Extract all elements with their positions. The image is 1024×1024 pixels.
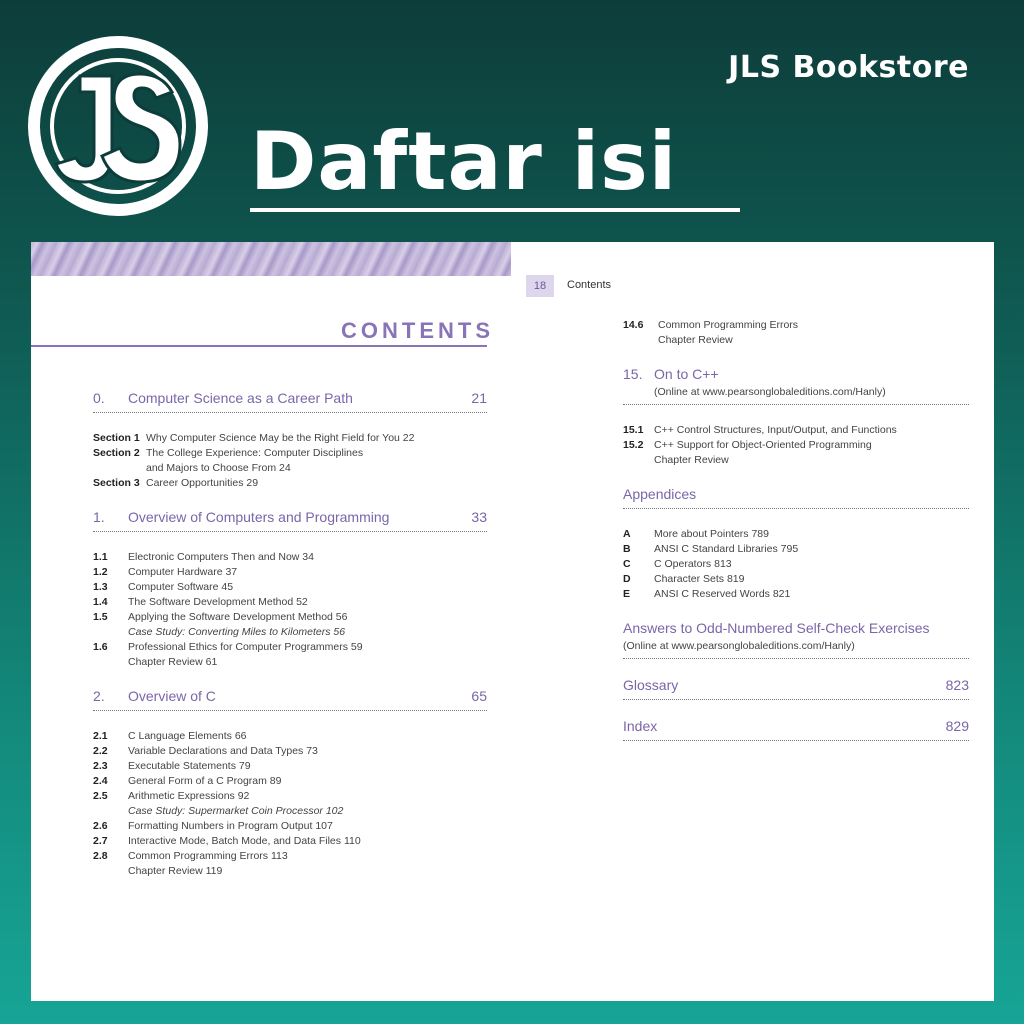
item-text: Character Sets 819 — [654, 573, 745, 585]
item-key — [93, 655, 128, 670]
chapter-heading — [93, 390, 487, 413]
item-text: Chapter Review — [654, 454, 729, 466]
item-text: Computer Hardware 37 — [128, 566, 238, 578]
list-item — [93, 461, 487, 476]
list-item — [623, 438, 969, 453]
item-key — [93, 804, 128, 819]
item-text: ANSI C Standard Libraries 795 — [654, 543, 799, 555]
glossary-page: 823 — [945, 677, 969, 693]
glossary-heading — [623, 677, 969, 700]
item-key: C — [623, 558, 631, 570]
list-item — [93, 744, 487, 759]
chapter-heading — [93, 509, 487, 532]
list-item — [93, 864, 487, 879]
item-text: Variable Declarations and Data Types 73 — [128, 745, 318, 757]
item-key: 2.3 — [93, 760, 108, 772]
item-key — [623, 453, 654, 468]
item-key: 1.3 — [93, 581, 108, 593]
page-number: 18 — [526, 275, 554, 297]
answers-title: Answers to Odd-Numbered Self-Check Exercises — [623, 620, 930, 636]
jls-logo — [22, 36, 214, 216]
item-key: 1.4 — [93, 596, 108, 608]
list-item — [93, 774, 487, 789]
item-key: Section 3 — [93, 477, 140, 489]
list-item — [93, 804, 487, 819]
chapter-page: 65 — [471, 688, 487, 704]
appendix-list — [623, 527, 969, 602]
item-text: General Form of a C Program 89 — [128, 775, 282, 787]
item-key — [93, 625, 128, 640]
online-note: (Online at www.pearsonglobaleditions.com/Hanly) — [623, 640, 969, 659]
item-text: Electronic Computers Then and Now 34 — [128, 551, 314, 563]
item-text: Professional Ethics for Computer Programmers 59 — [128, 641, 363, 653]
list-item — [623, 333, 969, 348]
answers-heading — [623, 620, 969, 636]
online-note: (Online at www.pearsonglobaleditions.com/Hanly) — [623, 386, 969, 405]
list-item — [93, 729, 487, 744]
marble-banner — [31, 242, 511, 276]
contents-heading: CONTENTS — [341, 318, 494, 343]
item-key: 2.4 — [93, 775, 108, 787]
item-key: 1.5 — [93, 611, 108, 623]
section-list — [93, 729, 487, 879]
list-item — [93, 476, 487, 491]
item-text: C Language Elements 66 — [128, 730, 247, 742]
list-item — [93, 834, 487, 849]
item-text: Common Programming Errors 113 — [128, 850, 288, 862]
item-text: The Software Development Method 52 — [128, 596, 308, 608]
list-item — [93, 819, 487, 834]
list-item — [93, 625, 487, 640]
item-text: More about Pointers 789 — [654, 528, 769, 540]
list-item — [623, 587, 969, 602]
item-key: 2.7 — [93, 835, 108, 847]
item-key: 15.2 — [623, 439, 644, 451]
index-heading — [623, 718, 969, 741]
item-text: Common Programming Errors — [658, 319, 799, 331]
chapter-title: Overview of Computers and Programming — [128, 509, 390, 525]
item-key: 2.1 — [93, 730, 108, 742]
chapter-page: 21 — [471, 390, 487, 406]
item-key: 2.8 — [93, 850, 108, 862]
item-text: Formatting Numbers in Program Output 107 — [128, 820, 333, 832]
list-item — [623, 572, 969, 587]
item-text: Career Opportunities 29 — [146, 477, 259, 489]
section-list — [623, 318, 969, 348]
list-item — [623, 527, 969, 542]
appendices-heading — [623, 486, 969, 509]
item-key — [93, 864, 128, 879]
list-item — [93, 446, 487, 461]
item-key: 2.2 — [93, 745, 108, 757]
list-item — [623, 557, 969, 572]
item-key: 1.6 — [93, 641, 108, 653]
chapter-number: 2. — [93, 688, 105, 704]
chapter-number: 15. — [623, 366, 643, 382]
chapter-number: 1. — [93, 509, 105, 525]
running-head: Contents — [567, 279, 612, 291]
chapter-title: On to C++ — [654, 366, 719, 382]
item-text: Computer Software 45 — [128, 581, 234, 593]
item-key: Section 1 — [93, 432, 140, 444]
item-key: 14.6 — [623, 319, 644, 331]
item-text: ANSI C Reserved Words 821 — [654, 588, 791, 600]
item-text: and Majors to Choose From 24 — [146, 462, 291, 474]
index-title: Index — [623, 718, 658, 734]
list-item — [93, 849, 487, 864]
list-item — [93, 759, 487, 774]
item-text: Chapter Review 61 — [128, 656, 218, 668]
item-key: B — [623, 543, 631, 555]
index-page: 829 — [945, 718, 969, 734]
item-text: The College Experience: Computer Disciplines — [146, 447, 364, 459]
item-key: E — [623, 588, 631, 600]
list-item — [93, 550, 487, 565]
left-column — [93, 390, 487, 879]
list-item — [93, 640, 487, 655]
list-item — [93, 655, 487, 670]
item-text: Chapter Review — [658, 334, 733, 346]
list-item — [623, 542, 969, 557]
list-item — [93, 580, 487, 595]
list-item — [93, 431, 487, 446]
chapter-title: Computer Science as a Career Path — [128, 390, 353, 406]
section-list — [623, 423, 969, 468]
contents-rule — [31, 345, 487, 347]
book-page — [31, 242, 994, 1001]
item-key: 2.5 — [93, 790, 108, 802]
item-key: Section 2 — [93, 447, 140, 459]
glossary-title: Glossary — [623, 677, 679, 693]
section-list — [93, 550, 487, 670]
item-key — [623, 333, 658, 348]
item-text: Interactive Mode, Batch Mode, and Data Files 110 — [128, 835, 361, 847]
item-key: 2.6 — [93, 820, 108, 832]
item-key: A — [623, 528, 631, 540]
item-text: C++ Support for Object-Oriented Programming — [654, 439, 872, 451]
list-item — [623, 453, 969, 468]
appendices-title: Appendices — [623, 486, 697, 502]
item-key: 15.1 — [623, 424, 644, 436]
item-key: 1.1 — [93, 551, 108, 563]
section-list — [93, 431, 487, 491]
item-key — [93, 461, 146, 476]
case-study-text: Case Study: Supermarket Coin Processor 102 — [128, 805, 344, 817]
list-item — [93, 789, 487, 804]
case-study-text: Case Study: Converting Miles to Kilometers 56 — [128, 626, 346, 638]
page-title: Daftar isi — [250, 115, 678, 208]
list-item — [623, 318, 969, 333]
list-item — [623, 423, 969, 438]
list-item — [93, 595, 487, 610]
item-text: Executable Statements 79 — [128, 760, 251, 772]
chapter-heading — [623, 366, 969, 382]
item-text: Why Computer Science May be the Right Field for You 22 — [146, 432, 415, 444]
title-underline — [250, 208, 740, 212]
item-text: C Operators 813 — [654, 558, 732, 570]
chapter-page: 33 — [471, 509, 487, 525]
list-item — [93, 565, 487, 580]
item-key: D — [623, 573, 631, 585]
list-item — [93, 610, 487, 625]
chapter-number: 0. — [93, 390, 105, 406]
chapter-heading — [93, 688, 487, 711]
item-key: 1.2 — [93, 566, 108, 578]
right-column — [623, 318, 969, 741]
chapter-title: Overview of C — [128, 688, 216, 704]
item-text: Chapter Review 119 — [128, 865, 223, 877]
item-text: Arithmetic Expressions 92 — [128, 790, 250, 802]
store-name: JLS Bookstore — [728, 50, 969, 85]
item-text: Applying the Software Development Method 56 — [128, 611, 348, 623]
item-text: C++ Control Structures, Input/Output, and Functions — [654, 424, 897, 436]
